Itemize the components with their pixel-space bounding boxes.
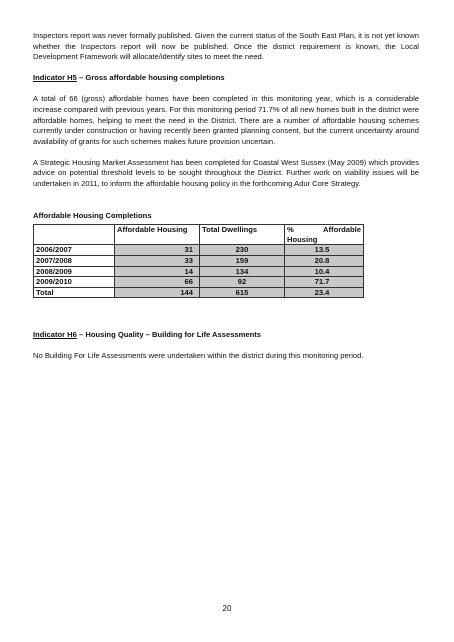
row-affordable: 33 (115, 256, 200, 267)
row-year: Total (34, 287, 115, 298)
header-pct-housing: Housing (287, 234, 318, 244)
affordable-housing-table (33, 224, 364, 298)
row-pct: 10.4 (285, 266, 364, 277)
row-pct: 13.5 (285, 245, 364, 256)
table-row (34, 277, 364, 288)
row-pct: 71.7 (285, 277, 364, 288)
row-year: 2008/2009 (34, 266, 115, 277)
h6-heading (33, 330, 419, 341)
row-total: 92 (200, 277, 285, 288)
h6-indicator: Indicator H6 (33, 330, 77, 340)
row-pct: 20.8 (285, 256, 364, 267)
row-affordable: 14 (115, 266, 200, 277)
header-pct-affordable: Affordable (323, 225, 361, 235)
row-pct: 23.4 (285, 287, 364, 298)
table-header-row (34, 225, 364, 245)
table-row (34, 266, 364, 277)
table-title: Affordable Housing Completions (33, 210, 152, 220)
row-year: 2006/2007 (34, 245, 115, 256)
row-affordable: 31 (115, 245, 200, 256)
h5-title: – Gross affordable housing completions (76, 73, 225, 83)
page-number: 20 (222, 604, 232, 613)
header-affordable: Affordable Housing (115, 225, 200, 245)
h5-indicator: Indicator H5 (33, 73, 77, 83)
row-year: 2007/2008 (34, 256, 115, 267)
h5-paragraph-2: A Strategic Housing Market Assessment has been completed for Coastal West Sussex (May 2009) which provides advice on potential threshold levels to be sought throughout the District. Further work on viability issues will be undertaken in 2011, to inform the affordable housing policy in the forthcoming Adur Core Strategy. (33, 157, 419, 189)
h5-paragraph-1: A total of 66 (gross) affordable homes have been completed in this monitoring year, which is a considerable increase compared with previous years. For this monitoring period 71.7% of all new homes built in the district were affordable homes, helping to meet the need in the District. There are a number of affordable housing schemes currently under construction or having recently been granted planning consent, but the current uncertainty around availability of grants for such schemes makes future provision uncertain. (33, 94, 419, 146)
h6-title: – Housing Quality – Building for Life Assessments (76, 330, 262, 340)
table-row (34, 245, 364, 256)
row-total: 230 (200, 245, 285, 256)
intro-paragraph: Inspectors report was never formally published. Given the current status of the South East Plan, it is not yet known whether the Inspectors report will now be published. Once the district requirement is known, the Local Development Framework will allocate/identify sites to meet the need. (33, 31, 419, 62)
table-total-row (34, 287, 364, 298)
row-total: 615 (200, 287, 285, 298)
row-total: 159 (200, 256, 285, 267)
table-row (34, 256, 364, 267)
row-year: 2009/2010 (34, 277, 115, 288)
h5-heading (33, 73, 419, 84)
row-affordable: 66 (115, 277, 200, 288)
document-page (33, 31, 419, 362)
header-pct (285, 225, 364, 245)
row-total: 134 (200, 266, 285, 277)
header-pct-symbol: % (287, 225, 294, 235)
header-total: Total Dwellings (200, 225, 285, 245)
header-blank (34, 225, 115, 245)
h6-paragraph: No Building For Life Assessments were undertaken within the district during this monitoring period. (33, 351, 364, 361)
row-affordable: 144 (115, 287, 200, 298)
